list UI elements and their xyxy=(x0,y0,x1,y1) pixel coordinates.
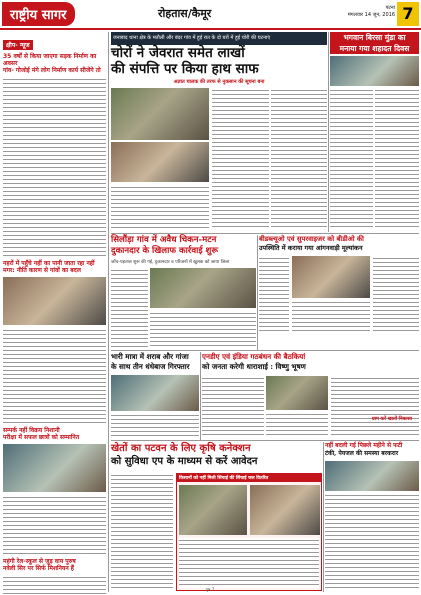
photo-box xyxy=(176,473,322,591)
footer: पृष्ठ 7 xyxy=(205,587,215,592)
lead-subkicker: जनाबाद थाना क्षेत्र के मतौली और बंदर गांव में हुई रात के दो घरों में हुई चोरी की घटनाएं xyxy=(111,32,327,45)
story2-body-2 xyxy=(150,311,256,348)
story4-photo xyxy=(111,375,199,411)
story5-body-1 xyxy=(202,376,264,438)
right-top-headline-2: मनाया गया शहादत दिवस xyxy=(339,44,410,53)
story6-headline-2: को सुविधा एप के माध्यम से करें आवेदन xyxy=(111,456,258,467)
photo-box-image-1 xyxy=(179,485,247,535)
right-top-body-2 xyxy=(375,88,419,228)
story8-kicker: ग्राम करें खातों निकासा xyxy=(372,417,412,422)
story7-headline-1: नहीं बदली गई पिछले महीने से फटी xyxy=(325,442,403,449)
story5-photo xyxy=(266,376,328,410)
story2-body-1 xyxy=(111,268,148,348)
photo-box-body xyxy=(179,538,319,588)
newspaper-name: राष्ट्रीय सागर xyxy=(2,2,75,26)
lead-headline-1: चोरों ने जेवरात समेत लाखों xyxy=(111,45,245,61)
story2-headline-2: दुकानदार के खिलाफ कार्रवाई शुरू xyxy=(111,246,219,256)
lead-dek: अज्ञात चालक की तरफ से नुकसान की सूचना बना xyxy=(173,79,265,85)
photo-box-title: किसानों को नहीं मिली सिंचाई की सिंचाई जल वितरित xyxy=(177,474,321,482)
story4-body xyxy=(111,413,199,438)
lead-photo-1 xyxy=(111,88,209,140)
lead-headline-2: की संपत्ति पर किया हाथ साफ xyxy=(111,61,259,77)
story5-body-3 xyxy=(331,376,419,438)
story4-headline-1: भारी मात्रा में शराब और गांजा xyxy=(111,352,189,361)
left-headline-3b: परीक्षा में सफल छात्रों को सम्मानित xyxy=(3,434,80,441)
right-top-body-1 xyxy=(330,88,373,228)
story5-headline-1: एनडीए एवं इंडिया गठबंधन की बैठकियां xyxy=(202,352,306,361)
story7-body xyxy=(325,493,419,591)
left-headline-3: सम्पर्क नहीं विक्रय निशानी xyxy=(3,427,60,434)
right-top-headline xyxy=(330,32,419,54)
story3-body-1 xyxy=(259,256,289,334)
page-number: 7 xyxy=(397,2,419,26)
story3-headline-2: उपस्थिति में कराया गया आंगनवाड़ी मूल्यांकन xyxy=(259,244,363,252)
right-top-headline-1: भगवान बिरसा मुंडा का xyxy=(343,33,406,42)
lead-body-3 xyxy=(271,88,327,230)
right-top-photo xyxy=(330,56,419,86)
story3-body-2 xyxy=(292,300,370,334)
left-photo-1 xyxy=(3,277,106,325)
lead-body-1 xyxy=(111,185,209,230)
story4-headline-2: के साथ तीन धंधेबाज गिरफ्तार xyxy=(111,362,190,371)
left-headline-4b: नवेली सिर पर सिर्फ मिशनियन हैं xyxy=(3,565,74,572)
story2-dek: जाँच-पड़ताल शुरू की गई, दुकानदार व परिजनों में खुलक को जाया जिला xyxy=(111,260,230,265)
story3-photo xyxy=(292,256,370,298)
left-headline-2: नहरों में पहुँचे नहीं का पानी जाता रहा नहीं xyxy=(3,260,95,267)
story5-body-2 xyxy=(266,412,328,438)
story7-headline-2: टंकी, पेयजल की समस्या बरकरार xyxy=(325,450,399,457)
lead-photo-2 xyxy=(111,142,209,182)
photo-box-image-2 xyxy=(250,485,320,535)
story3-body-3 xyxy=(373,256,419,334)
left-headline-4: महंगी रेल-स्कूल से जुड़ वाय पुरुष xyxy=(3,558,76,565)
left-body-2 xyxy=(3,328,106,424)
left-body-3 xyxy=(3,495,106,555)
left-body-1 xyxy=(3,77,106,257)
left-photo-2 xyxy=(3,444,106,492)
region-label: रोहतास/कैमूर xyxy=(158,7,212,20)
story2-headline-1: सिलौंड़ा गांव में अवैध चिकन-मटन xyxy=(111,235,217,245)
story5-headline-2: को जनता करेगी धाराशाई : विष्णु भूषण xyxy=(202,362,306,371)
left-headline-1b: गांव- गोजोई मंगे लोग निर्माण कार्य सीजेंगे तो xyxy=(3,67,101,74)
story7-photo xyxy=(325,461,419,491)
left-column xyxy=(3,32,106,592)
story6-body-1 xyxy=(111,473,173,591)
edition-label: पटना xyxy=(385,5,395,11)
left-headline-1: 35 वर्षों से किया जाएगा सड़क निर्माण का अवसर xyxy=(3,53,97,67)
left-body-4 xyxy=(3,575,106,595)
left-headline-2b: मगर: नीति कारण से गांवों का बदल xyxy=(3,267,81,274)
story2-photo xyxy=(150,268,256,308)
story3-headline-1: बीडब्ल्यूओ एवं सुपरवाइजर को बीडीओ की xyxy=(259,235,364,243)
left-kicker: क्षीप- न्यूज xyxy=(3,40,33,50)
masthead-rule xyxy=(0,28,421,30)
date-label: मंगलवार 14 जून, 2016 xyxy=(347,12,395,18)
page-meta xyxy=(348,5,395,19)
lead-body-2 xyxy=(212,88,269,230)
story6-headline-1: खेतों का पटवन के लिए कृषि कनेक्शन xyxy=(111,443,251,454)
